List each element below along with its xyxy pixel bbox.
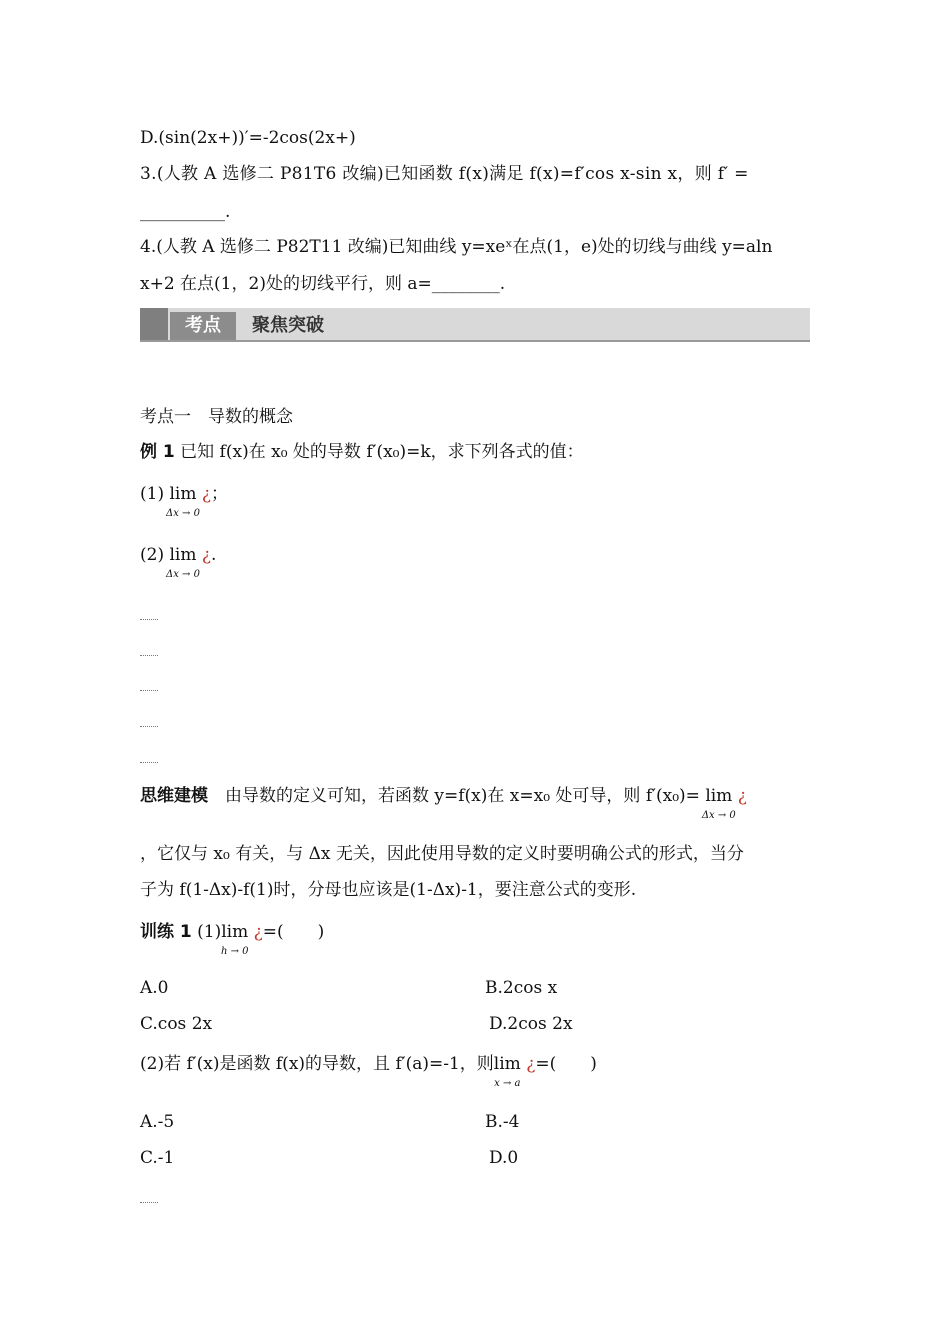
thinking-text: 由导数的定义可知，若函数 y=f(x)在 x=x₀ 处可导，则 f′(x₀)=	[208, 786, 700, 806]
missing-formula-glyph: ¿	[253, 922, 263, 942]
thinking-label: 思维建模	[140, 786, 208, 806]
limit-expression	[493, 1052, 521, 1089]
answer-dots	[140, 1202, 158, 1203]
limit-expression	[220, 920, 249, 957]
thinking-continued-1: ，它仅与 x₀ 有关，与 Δx 无关，因此使用导数的定义时要明确公式的形式，当分	[140, 844, 744, 864]
part-2-suffix: .	[211, 545, 217, 565]
missing-formula-glyph: ¿	[526, 1054, 536, 1074]
thinking-continued-2: 子为 f(1-Δx)-f(1)时，分母也应该是(1-Δx)-1，要注意公式的变形.	[140, 880, 637, 900]
lim-word: lim	[221, 922, 249, 942]
lim-subscript: x → a	[494, 1078, 521, 1089]
limit-expression	[166, 482, 200, 519]
training-1-q2	[140, 1052, 597, 1089]
example-1	[140, 440, 584, 464]
training-q1-suffix: =( )	[262, 922, 325, 942]
option-a: A.0	[140, 978, 169, 998]
missing-formula-glyph: ¿	[201, 545, 212, 565]
thinking-model	[140, 784, 747, 821]
training-label: 训练 1	[140, 922, 192, 942]
option-c: C.cos 2x	[140, 1014, 213, 1034]
option-d: D.2cos 2x	[489, 1014, 573, 1034]
missing-formula-glyph: ¿	[201, 484, 212, 504]
part-1-suffix: ；	[211, 484, 229, 504]
training-q1-prefix: (1)	[191, 922, 222, 942]
example-text: 已知 f(x)在 x₀ 处的导数 f′(x₀)=k，求下列各式的值：	[174, 442, 584, 462]
answer-dots	[140, 690, 158, 691]
answer-dots	[140, 655, 158, 656]
question-3: 3.(人教 A 选修二 P81T6 改编)已知函数 f(x)满足 f(x)=f′cos x-sin x，则 f′ =	[140, 164, 749, 184]
option-c: C.-1	[140, 1148, 175, 1168]
part-1-prefix: (1)	[140, 484, 170, 504]
lim-subscript: h → 0	[220, 946, 249, 957]
example-part-1	[140, 482, 229, 519]
answer-dots	[140, 762, 158, 763]
option-b: B.-4	[485, 1112, 520, 1132]
part-2-prefix: (2)	[140, 545, 170, 565]
missing-formula-glyph: ¿	[737, 786, 747, 806]
limit-expression	[701, 784, 736, 821]
option-a: A.-5	[140, 1112, 175, 1132]
option-b: B.2cos x	[485, 978, 558, 998]
limit-expression	[166, 543, 200, 580]
lim-word: lim	[169, 545, 197, 565]
section-heading: 考点一 导数的概念	[140, 407, 293, 427]
lim-subscript: Δx → 0	[701, 810, 736, 821]
example-label: 例 1	[140, 442, 175, 462]
lim-word: lim	[705, 786, 733, 806]
lim-subscript: Δx → 0	[166, 569, 200, 580]
banner-tag: 考点	[170, 312, 236, 340]
example-part-2	[140, 543, 217, 580]
training-q2-prefix: (2)若 f′(x)是函数 f(x)的导数，且 f′(a)=-1，则	[140, 1054, 494, 1074]
banner-accent	[140, 308, 168, 340]
option-d: D.0	[489, 1148, 519, 1168]
answer-dots	[140, 619, 158, 620]
option-d-line: D.(sin(2x+))′=-2cos(2x+)	[140, 128, 356, 148]
question-4-line1: 4.(人教 A 选修二 P82T11 改编)已知曲线 y=xeˣ在点(1，e)处的切线与曲线 y=aln	[140, 237, 773, 257]
question-3-blank: __________.	[140, 202, 231, 222]
question-4-line2: x+2 在点(1，2)处的切线平行，则 a=________.	[140, 274, 506, 294]
training-1-q1	[140, 920, 325, 957]
lim-word: lim	[169, 484, 197, 504]
answer-dots	[140, 726, 158, 727]
banner-title: 聚焦突破	[252, 315, 324, 336]
lim-word: lim	[493, 1054, 521, 1074]
section-banner	[140, 308, 810, 342]
training-q2-suffix: =( )	[535, 1054, 597, 1074]
lim-subscript: Δx → 0	[166, 508, 200, 519]
